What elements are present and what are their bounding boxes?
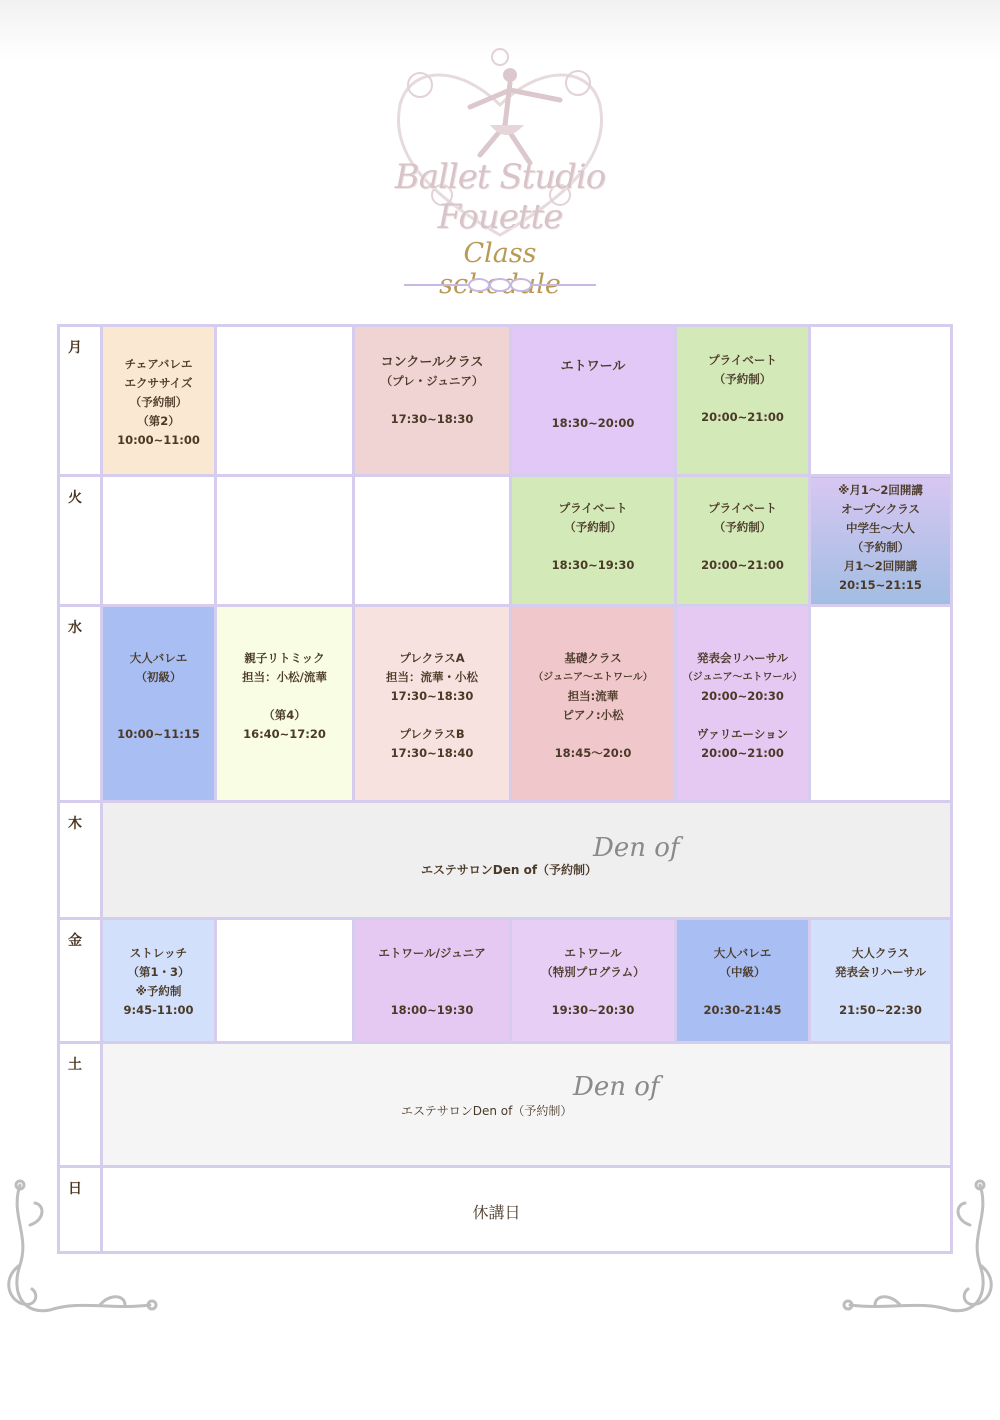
row-thursday [59,802,952,919]
class-cell: エトワール 18:30~20:00 [511,326,676,476]
knot-ornament-icon [465,276,535,294]
page-title: Class [463,238,537,269]
den-of-logo: Den of [573,1072,660,1102]
class-cell: プライベート （予約制） 18:30~19:30 [511,476,676,606]
empty-cell [102,476,216,606]
day-label: 金 [59,919,102,1043]
class-cell: エトワール （特別プログラム） 19:30~20:30 [511,919,676,1043]
row-friday [59,919,952,1043]
class-cell: プライベート （予約制） 20:00~21:00 [676,326,810,476]
class-cell: 大人バレエ （初級） 10:00~11:15 [102,606,216,802]
scroll-ornament-icon [0,1175,170,1345]
holiday-text: 休講日 [472,1203,521,1222]
studio-logo [360,45,640,245]
class-cell: 大人クラス 発表会リハーサル 21:50~22:30 [810,919,952,1043]
row-sunday [59,1167,952,1253]
empty-cell [216,476,354,606]
day-label: 木 [59,802,102,919]
empty-cell [810,326,952,476]
class-cell: 基礎クラス （ジュニア～エトワール） 担当:流華 ピアノ:小松 18:45～20:0 [511,606,676,802]
class-cell: チェアバレエ エクササイズ （予約制） （第2） 10:00~11:00 [102,326,216,476]
logo-text: Ballet Studio Fouette [394,157,606,237]
holiday-cell [102,1167,952,1253]
row-tuesday [59,476,952,606]
class-cell: 親子リトミック 担当：小松/流華 （第4） 16:40~17:20 [216,606,354,802]
day-label: 土 [59,1043,102,1167]
day-label: 水 [59,606,102,802]
class-cell: 大人バレエ （中級） 20:30-21:45 [676,919,810,1043]
scroll-ornament-icon [830,1175,1000,1345]
salon-text: エステサロンDen of（予約制） [421,863,598,877]
empty-cell [810,606,952,802]
day-label: 火 [59,476,102,606]
row-wednesday [59,606,952,802]
class-cell: ※月1～2回開講 オープンクラス 中学生～大人 （予約制） 月1～2回開講 20:15~21:15 [810,476,952,606]
class-cell: 発表会リハーサル （ジュニア～エトワール） 20:00~20:30 ヴァリエーション 20:00~21:00 [676,606,810,802]
empty-cell [216,326,354,476]
den-of-logo: Den of [593,833,680,863]
class-cell: エトワール/ジュニア 18:00~19:30 [354,919,511,1043]
day-label: 日 [59,1167,102,1253]
salon-cell [102,802,952,919]
day-label: 月 [59,326,102,476]
class-schedule-table [57,324,953,1254]
class-cell: プライベート （予約制） 20:00~21:00 [676,476,810,606]
class-cell: ストレッチ （第1・3） ※予約制 9:45-11:00 [102,919,216,1043]
empty-cell [216,919,354,1043]
salon-text: エステサロンDen of（予約制） [401,1104,573,1118]
class-cell: コンクールクラス （プレ・ジュニア） 17:30~18:30 [354,326,511,476]
row-saturday [59,1043,952,1167]
row-monday [59,326,952,476]
class-cell: プレクラスA 担当：流華・小松 17:30~18:30 プレクラスB 17:30~18:40 [354,606,511,802]
salon-cell [102,1043,952,1167]
empty-cell [354,476,511,606]
